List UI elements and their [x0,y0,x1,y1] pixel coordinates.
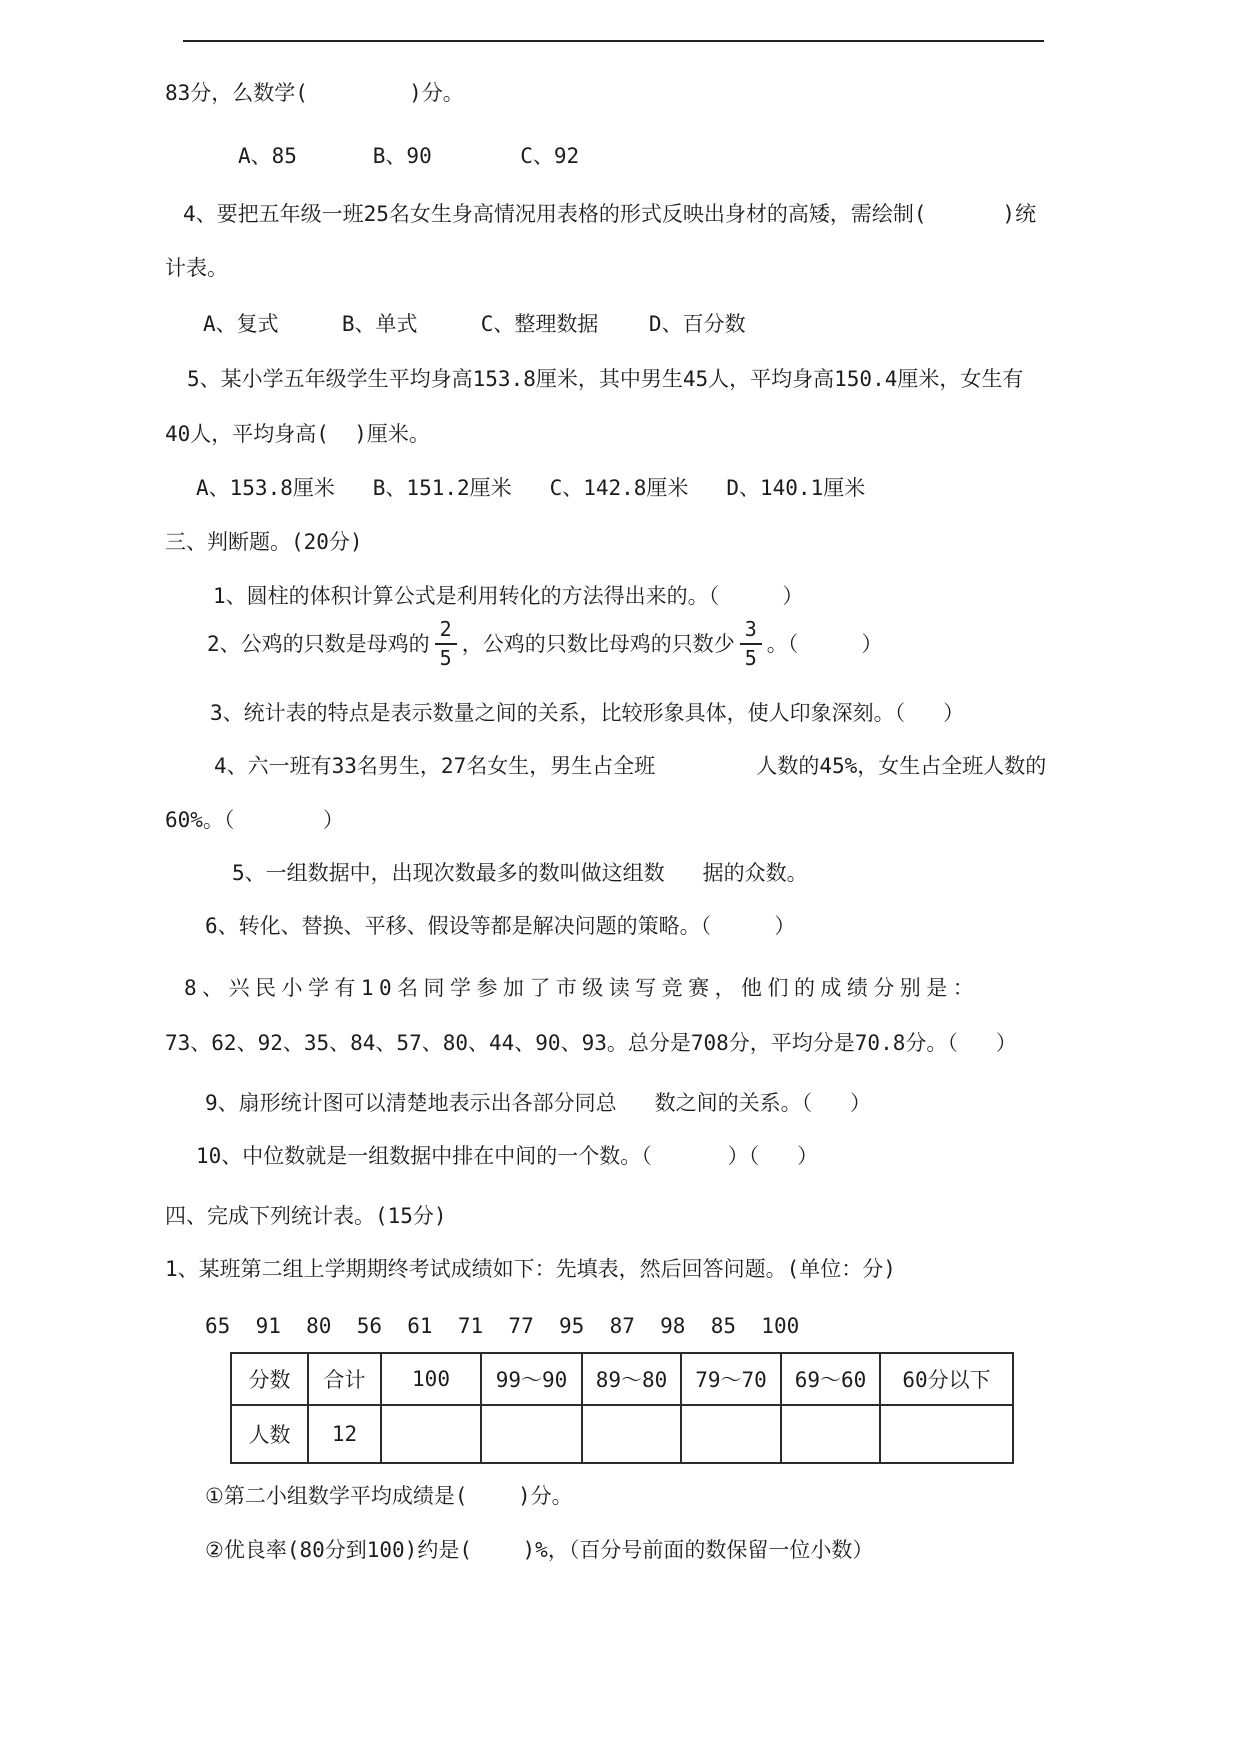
score-list: 65 91 80 56 61 71 77 95 87 98 85 100 [205,1314,800,1338]
q4-text-line1: 4、要把五年级一班25名女生身高情况用表格的形式反映出身材的高矮，需绘制( )统 [183,202,1037,226]
judge-question-1: 1、圆柱的体积计算公式是利用转化的方法得出来的。（ ） [213,584,804,608]
section3-title: 三、判断题。(20分) [165,530,363,554]
q5-text-line1: 5、某小学五年级学生平均身高153.8厘米，其中男生45人，平均身高150.4厘米，女生有 [187,367,1024,391]
judge-2-part1: 2、公鸡的只数是母鸡的 [207,631,430,656]
table-header-cell: 69～60 [781,1353,880,1405]
judge-question-3: 3、统计表的特点是表示数量之间的关系，比较形象具体，使人印象深刻。（ ） [210,701,965,725]
judge-question-8-line1: 8、兴民小学有10名同学参加了市级读写竞赛，他们的成绩分别是： [184,976,980,1000]
q3-options: A、85 B、90 C、92 [238,144,580,168]
fraction-denominator: 5 [439,646,452,670]
q4-text-line2: 计表。 [165,256,228,280]
fraction-three-fifths [740,618,762,670]
sub-question-2: ②优良率(80分到100)约是( )%，（百分号前面的数保留一位小数） [205,1538,874,1562]
fraction-numerator: 2 [435,618,457,645]
table-header-cell: 79～70 [681,1353,781,1405]
table-header-cell: 100 [381,1353,481,1405]
table-header-cell: 60分以下 [880,1353,1013,1405]
judge-question-2 [207,618,882,670]
judge-question-9: 9、扇形统计图可以清楚地表示出各部分同总 数之间的关系。（ ） [205,1091,871,1115]
table-cell-blank [481,1405,582,1463]
table-cell-blank [880,1405,1013,1463]
table-cell-blank [681,1405,781,1463]
q3-tail-text: 83分，么数学( )分。 [165,81,464,105]
fraction-numerator: 3 [740,618,762,645]
fraction-denominator: 5 [744,646,757,670]
judge-question-4-line2: 60%。（ ） [165,808,344,832]
table-cell-blank [381,1405,481,1463]
table-data-row [231,1405,1013,1463]
q4-options: A、复式 B、单式 C、整理数据 D、百分数 [203,312,746,336]
table-q1-intro: 1、某班第二组上学期期终考试成绩如下：先填表，然后回答问题。(单位：分) [165,1257,896,1281]
judge-question-8-line2: 73、62、92、35、84、57、80、44、90、93。总分是708分，平均分是70.8分。（ ） [165,1031,1017,1055]
judge-question-6: 6、转化、替换、平移、假设等都是解决问题的策略。（ ） [205,914,796,938]
score-table [230,1352,1014,1464]
q5-text-line2: 40人，平均身高( )厘米。 [165,422,430,446]
judge-question-5: 5、一组数据中，出现次数最多的数叫做这组数 据的众数。 [232,861,808,885]
q5-options: A、153.8厘米 B、151.2厘米 C、142.8厘米 D、140.1厘米 [196,476,866,500]
table-header-cell: 89～80 [582,1353,681,1405]
judge-2-part2: ，公鸡的只数比母鸡的只数少 [461,631,735,656]
table-cell-blank [582,1405,681,1463]
table-header-cell: 99～90 [481,1353,582,1405]
table-header-cell: 合计 [308,1353,381,1405]
section4-title: 四、完成下列统计表。(15分) [165,1204,447,1228]
table-header-row [231,1353,1013,1405]
header-rule [183,40,1044,42]
table-cell-blank [781,1405,880,1463]
judge-question-4-line1: 4、六一班有33名男生，27名女生，男生占全班 人数的45%，女生占全班人数的 [214,754,1047,778]
table-cell: 12 [308,1405,381,1463]
judge-2-part3: 。（ ） [766,631,883,656]
judge-question-10: 10、中位数就是一组数据中排在中间的一个数。（ ）（ ） [196,1144,819,1168]
table-header-cell: 分数 [231,1353,308,1405]
sub-question-1: ①第二小组数学平均成绩是( )分。 [205,1484,573,1508]
table-row-label: 人数 [231,1405,308,1463]
fraction-two-fifths [435,618,457,670]
